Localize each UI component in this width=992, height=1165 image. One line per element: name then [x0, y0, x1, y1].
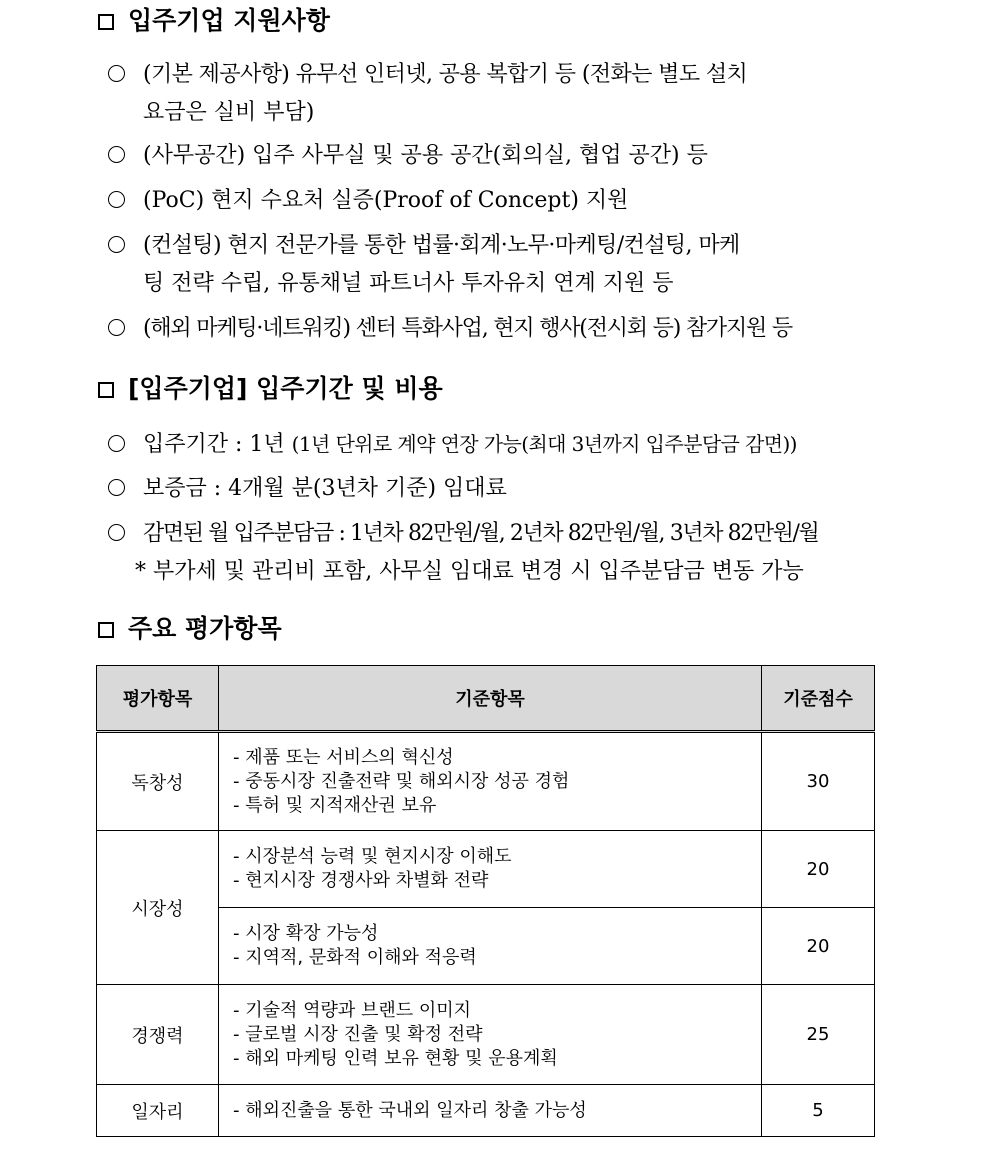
category-cell: 경쟁력 [97, 985, 219, 1085]
score-cell: 5 [762, 1085, 875, 1137]
criteria-cell: - 제품 또는 서비스의 혁신성 - 중동시장 진출전략 및 해외시장 성공 경험 - 특허 및 지적재산권 보유 [219, 732, 762, 831]
table-row [97, 732, 875, 831]
section-title-period: [입주기업] 입주기간 및 비용 [98, 374, 443, 404]
header-criteria: 기준항목 [219, 666, 762, 732]
evaluation-table [96, 665, 875, 1137]
table-row [97, 1085, 875, 1137]
criteria-cell: - 기술적 역량과 브랜드 이미지 - 글로벌 시장 진출 및 확정 전략 - 해외 마케팅 인력 보유 현황 및 운용계획 [219, 985, 762, 1085]
criteria-cell: - 시장분석 능력 및 현지시장 이해도 - 현지시장 경쟁사와 차별화 전략 [219, 831, 762, 908]
score-cell: 30 [762, 732, 875, 831]
circle-bullet-icon [108, 236, 125, 253]
deposit-item: 보증금 : 4개월 분(3년차 기준) 임대료 [108, 470, 898, 508]
score-cell: 20 [762, 831, 875, 908]
circle-bullet-icon [108, 319, 125, 336]
category-cell: 독창성 [97, 732, 219, 831]
table-row [97, 985, 875, 1085]
table-header-row [97, 666, 875, 732]
circle-bullet-icon [108, 435, 125, 452]
section-title-evaluation: 주요 평가항목 [98, 614, 282, 644]
support-item-basic: (기본 제공사항) 유무선 인터넷, 공용 복합기 등 (전화는 별도 설치 요금은 실비 부담) [108, 56, 898, 94]
circle-bullet-icon [108, 146, 125, 163]
square-bullet-icon [98, 14, 114, 30]
criteria-cell: - 시장 확장 가능성 - 지역적, 문화적 이해와 적응력 [219, 908, 762, 985]
category-cell: 시장성 [97, 831, 219, 985]
section-title-support: 입주기업 지원사항 [98, 6, 330, 36]
circle-bullet-icon [108, 479, 125, 496]
header-category: 평가항목 [97, 666, 219, 732]
fee-item: 감면된 월 입주분담금 : 1년차 82만원/월, 2년차 82만원/월, 3년차 82만원/월 * 부가세 및 관리비 포함, 사무실 임대료 변경 시 입주분담금 변동 가능 [108, 515, 898, 553]
header-score: 기준점수 [762, 666, 875, 732]
support-item-office: (사무공간) 입주 사무실 및 공용 공간(회의실, 협업 공간) 등 [108, 137, 898, 175]
support-item-marketing: (해외 마케팅·네트워킹) 센터 특화사업, 현지 행사(전시회 등) 참가지원 등 [108, 310, 898, 348]
circle-bullet-icon [108, 191, 125, 208]
square-bullet-icon [98, 382, 114, 398]
category-cell: 일자리 [97, 1085, 219, 1137]
circle-bullet-icon [108, 65, 125, 82]
square-bullet-icon [98, 622, 114, 638]
table-row [97, 831, 875, 908]
score-cell: 25 [762, 985, 875, 1085]
circle-bullet-icon [108, 524, 125, 541]
support-item-consulting: (컨설팅) 현지 전문가를 통한 법률·회계·노무·마케팅/컨설팅, 마케 팅 전략 수립, 유통채널 파트너사 투자유치 연계 지원 등 [108, 227, 898, 265]
period-item: 입주기간 : 1년 (1년 단위로 계약 연장 가능(최대 3년까지 입주분담금 감면)) [108, 425, 898, 464]
score-cell: 20 [762, 908, 875, 985]
criteria-cell: - 해외진출을 통한 국내외 일자리 창출 가능성 [219, 1085, 762, 1137]
support-item-poc: (PoC) 현지 수요처 실증(Proof of Concept) 지원 [108, 182, 898, 220]
